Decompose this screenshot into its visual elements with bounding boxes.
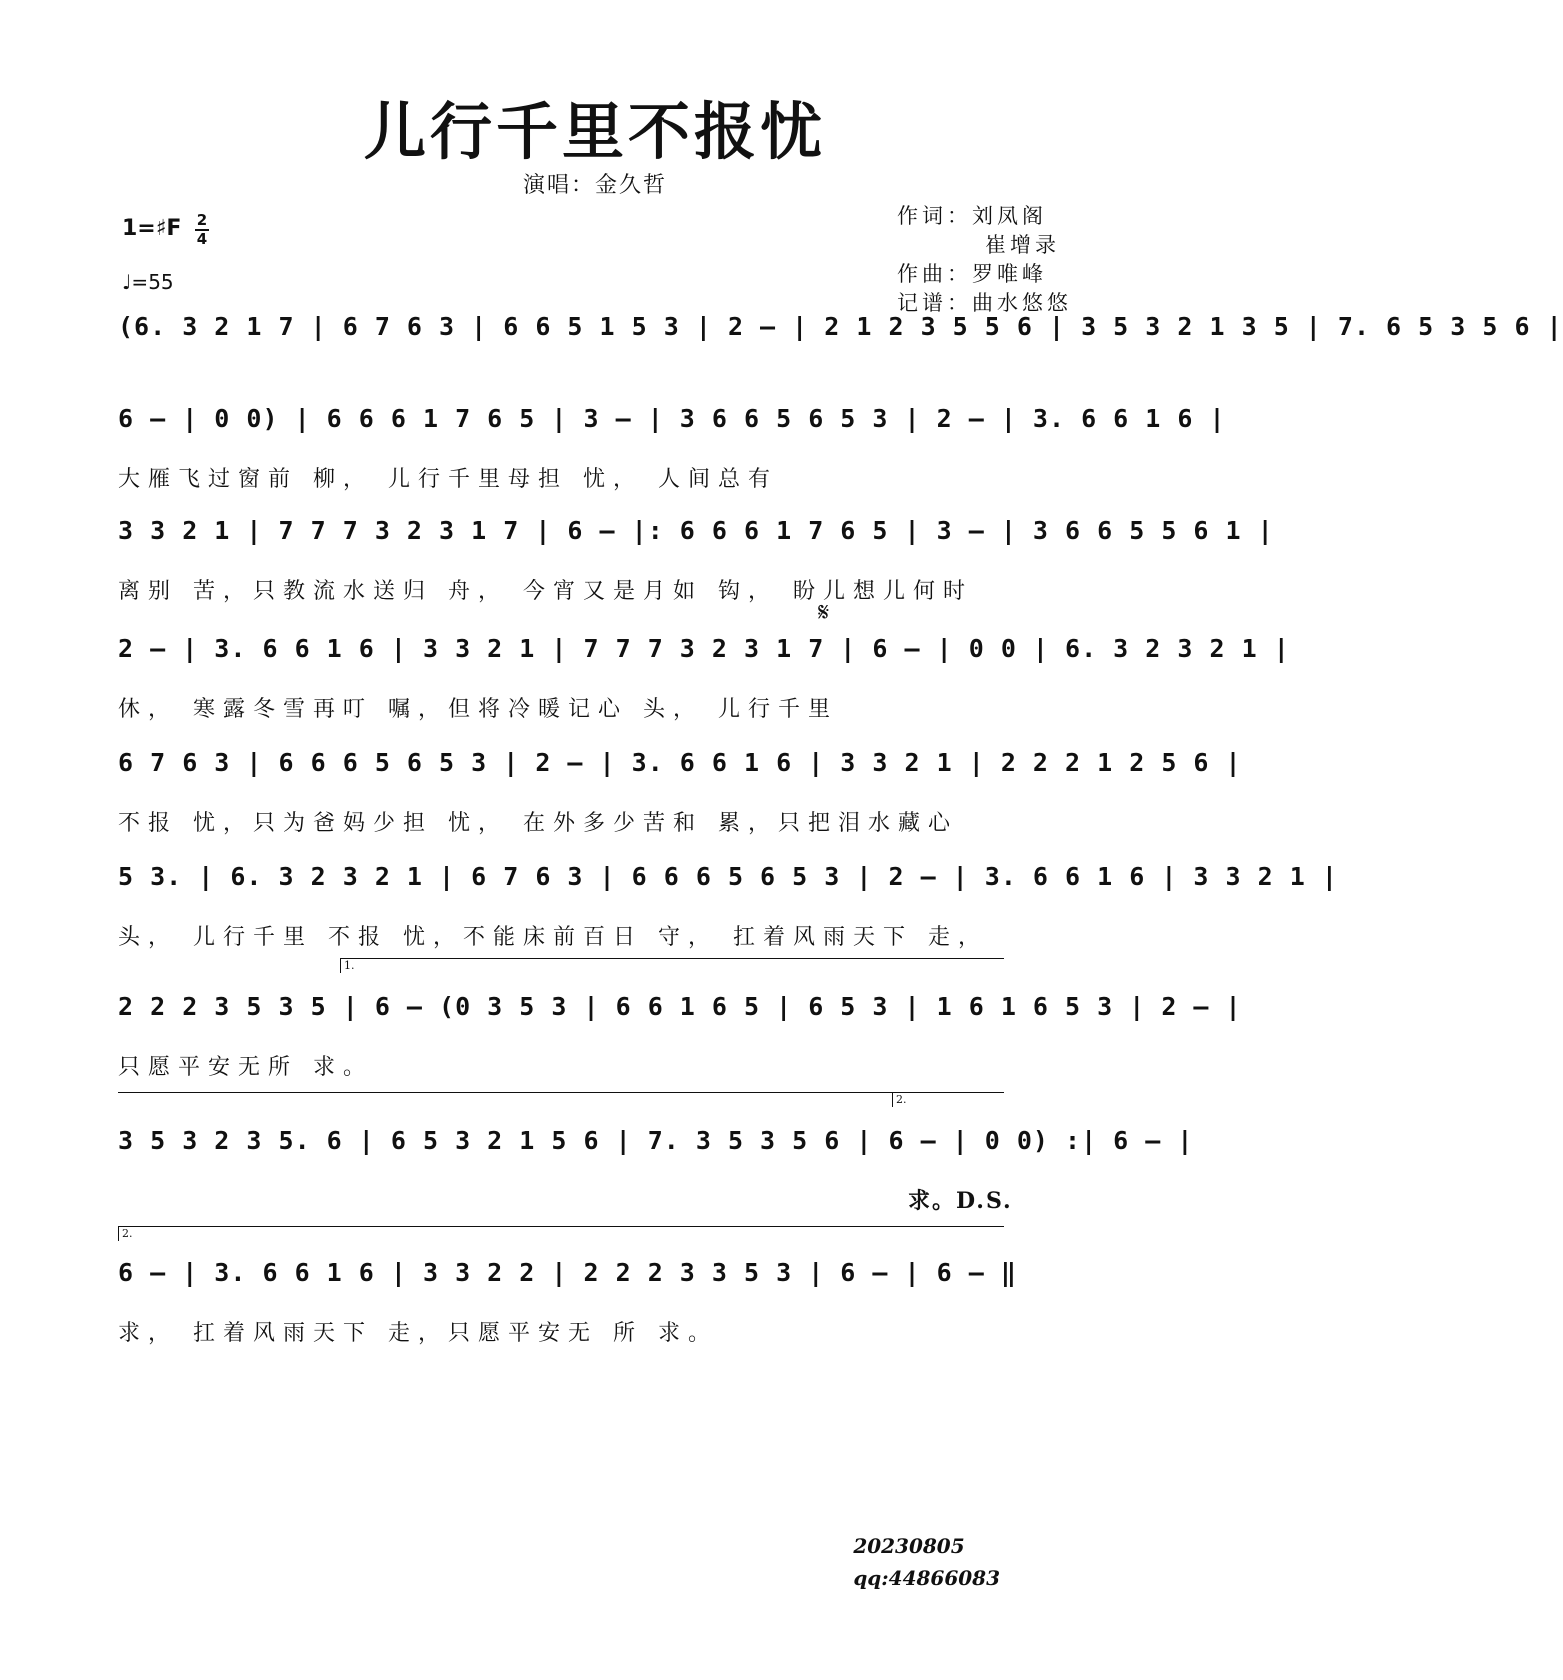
notation-line: 3 5 3 2 3 5. 6 | 6 5 3 2 1 5 6 | 7. 3 5 3 5 6 | 6 – | 0 0) :| 6 – | <box>118 1126 1194 1155</box>
tempo-marking: ♩=55 <box>122 270 174 294</box>
volta-2-bracket-lower <box>118 1226 1004 1241</box>
lyrics-line: 不报 忧，只为爸妈少担 忧， 在外多少苦和 累，只把泪水藏心 <box>118 811 958 836</box>
notation-line: 2 2 2 3 5 3 5 | 6 – (0 3 5 3 | 6 6 1 6 5 | 6 5 3 | 1 6 1 6 5 3 | 2 – | <box>118 992 1242 1021</box>
staff-system-9 <box>0 1258 1190 1378</box>
lyrics-line: 头， 儿行千里 不报 忧，不能床前百日 守， 扛着风雨天下 走， <box>118 925 988 950</box>
lyricist-credit-2: 崔增录 <box>985 233 1060 257</box>
time-sig-top: 2 <box>196 211 208 229</box>
lyricist-credit: 作词：刘凤阁 <box>897 204 1047 228</box>
page-title: 儿行千里不报忧 <box>363 95 826 168</box>
staff-system-4 <box>0 634 1290 754</box>
volta-1-bracket <box>340 958 1004 973</box>
segno-icon: 𝄋 <box>818 598 830 628</box>
staff-system-5 <box>0 748 1242 868</box>
notation-line: 2 – | 3. 6 6 1 6 | 3 3 2 1 | 7 7 7 3 2 3 1 7 | 6 – | 0 0 | 6. 3 2 3 2 1 | <box>118 634 1290 663</box>
volta-2-label-lower: 2. <box>122 1227 133 1240</box>
lyrics-line: 休， 寒露冬雪再叮 嘱，但将冷暖记心 头， 儿行千里 <box>118 697 838 722</box>
volta-continuation-line <box>118 1092 1000 1093</box>
staff-system-7 <box>0 992 1242 1112</box>
lyrics-line <box>118 370 1082 402</box>
volta-1-label: 1. <box>344 959 355 972</box>
composer-credit: 作曲：罗唯峰 <box>897 262 1047 286</box>
time-sig-bottom: 4 <box>196 230 208 248</box>
notation-line: 5 3. | 6. 3 2 3 2 1 | 6 7 6 3 | 6 6 6 5 6 5 3 | 2 – | 3. 6 6 1 6 | 3 3 2 1 | <box>118 862 1338 891</box>
staff-system-3 <box>0 516 1274 636</box>
staff-system-2 <box>0 404 1226 524</box>
footer-contact: qq:44866083 <box>853 1566 1000 1590</box>
lyrics-line: 求。D.S. <box>908 1188 1013 1214</box>
notation-line: 6 – | 3. 6 6 1 6 | 3 3 2 2 | 2 2 2 3 3 5 3 | 6 – | 6 – ‖ <box>118 1258 1017 1287</box>
key-signature: 1=♯F <box>122 216 182 241</box>
transcriber-credit: 记谱：曲水悠悠 <box>897 291 1072 315</box>
volta-2-label: 2. <box>896 1093 907 1106</box>
lyrics-line: 大雁飞过窗前 柳， 儿行千里母担 忧， 人间总有 <box>118 467 778 492</box>
notation-line: (6. 3 2 1 7 | 6 7 6 3 | 6 6 5 1 5 3 | 2 – | 2 1 2 3 5 5 6 | 3 5 3 2 1 3 5 | 7. 6 5 3 5 6 | <box>118 312 1563 341</box>
notation-line: 6 7 6 3 | 6 6 6 5 6 5 3 | 2 – | 3. 6 6 1 6 | 3 3 2 1 | 2 2 2 1 2 5 6 | <box>118 748 1242 777</box>
lyrics-line: 求， 扛着风雨天下 走，只愿平安无 所 求。 <box>118 1321 718 1346</box>
footer-date: 20230805 <box>853 1534 965 1558</box>
lyrics-line: 只愿平安无所 求。 <box>118 1055 373 1080</box>
time-signature <box>195 212 209 248</box>
volta-2-bracket <box>892 1092 1004 1107</box>
singer-credit: 演唱：金久哲 <box>522 173 667 198</box>
notation-line: 6 – | 0 0) | 6 6 6 1 7 6 5 | 3 – | 3 6 6 5 6 5 3 | 2 – | 3. 6 6 1 6 | <box>118 404 1226 433</box>
lyrics-line: 离别 苦，只教流水送归 舟， 今宵又是月如 钩， 盼儿想儿何时 <box>118 579 973 604</box>
footer-info <box>853 1530 1000 1594</box>
credits-block <box>897 202 1072 318</box>
notation-line: 3 3 2 1 | 7 7 7 3 2 3 1 7 | 6 – |: 6 6 6 1 7 6 5 | 3 – | 3 6 6 5 5 6 1 | <box>118 516 1274 545</box>
